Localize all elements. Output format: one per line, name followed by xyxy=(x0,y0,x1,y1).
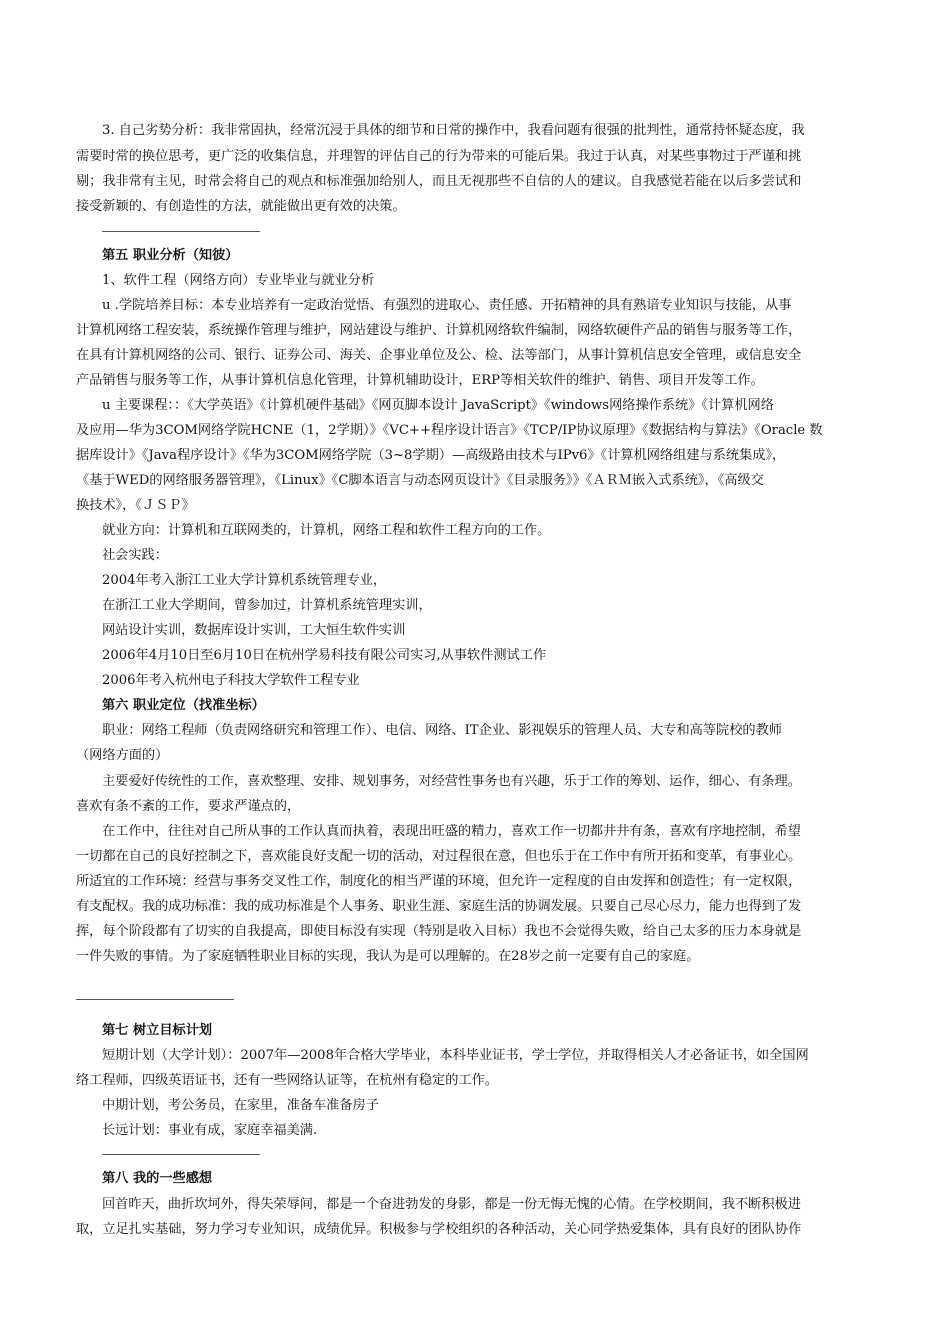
practice-item: 网站设计实训，数据库设计实训，工大恒生软件实训 xyxy=(102,623,406,638)
reflection-line-1: 回首昨天，曲折坎坷外，得失荣辱间，都是一个奋进勃发的身影，都是一份无悔无愧的心情。在学校期间，我不断积极进 xyxy=(102,1197,801,1212)
practice-item: 在浙江工业大学期间，曾参加过，计算机系统管理实训， xyxy=(102,598,432,613)
short-term-plan-line-2: 络工程师，四级英语证书，还有一些网络认证等，在杭州有稳定的工作。 xyxy=(76,1073,498,1088)
weakness-line-3: 剔；我非常有主见，时常会将自己的观点和标准强加给别人，而且无视那些不自信的人的建议。自我感觉若能在以后多尝试和 xyxy=(76,174,802,189)
section-5-heading: 第五 职业分析（知彼） xyxy=(102,248,239,263)
courses-line-3: 据库设计》《Java程序设计》《华为3COM网络学院（3~8学期）—高级路由技术与IPv6》《计算机网络组建与系统集成》， xyxy=(76,448,786,463)
weakness-line-2: 需要时常的换位思考，更广泛的收集信息，并理智的评估自己的行为带来的可能后果。我过于认真，对某些事物过于严谨和挑 xyxy=(76,149,802,164)
mid-term-plan: 中期计划，考公务员，在家里，准备车准备房子 xyxy=(102,1098,379,1113)
long-term-plan: 长远计划：事业有成，家庭幸福美满. xyxy=(102,1123,318,1138)
section-divider xyxy=(102,231,260,232)
work-line-5: 挥，每个阶段都有了切实的自我提高，即使目标没有实现（特别是收入目标）我也不会觉得失败，给自己太多的压力本身就是 xyxy=(76,924,802,939)
training-goal-line-2: 计算机网络工程安装，系统操作管理与维护，网站建设与维护、计算机网络软件编制，网络软硬件产品的销售与服务等工作， xyxy=(76,323,802,338)
section-divider xyxy=(76,999,234,1000)
courses-line-1: u 主要课程：：《大学英语》《计算机硬件基础》《网页脚本设计 JavaScript》《windows网络操作系统》《计算机网络 xyxy=(102,398,774,413)
employment-direction: 就业方向：计算机和互联网类的，计算机，网络工程和软件工程方向的工作。 xyxy=(102,523,551,538)
section-8-heading: 第八 我的一些感想 xyxy=(102,1171,213,1186)
work-line-2: 一切都在自己的良好控制之下，喜欢能良好支配一切的活动，对过程很在意，但也乐于在工作中有所开拓和变革，有事业心。 xyxy=(76,849,802,864)
training-goal-line-4: 产品销售与服务等工作，从事计算机信息化管理，计算机辅助设计，ERP等相关软件的维护、销售、项目开发等工作。 xyxy=(76,373,764,388)
work-line-4: 有支配权。我的成功标准：我的成功标准是个人事务、职业生涯、家庭生活的协调发展。只要自己尽心尽力，能力也得到了发 xyxy=(76,899,802,914)
career-line-2: （网络方面的） xyxy=(76,748,169,763)
section-divider xyxy=(102,1154,260,1155)
work-line-3: 所适宜的工作环境：经营与事务交叉性工作，制度化的相当严谨的环境，但允许一定程度的自由发挥和创造性；有一定权限， xyxy=(76,874,802,889)
practice-item: 2006年考入杭州电子科技大学软件工程专业 xyxy=(102,673,360,688)
section-7-heading: 第七 树立目标计划 xyxy=(102,1023,213,1038)
practice-item: 2004年考入浙江工业大学计算机系统管理专业， xyxy=(102,573,387,588)
weakness-line-1: 3. 自己劣势分析：我非常固执，经常沉浸于具体的细节和日常的操作中，我看问题有很强的批判性，通常持怀疑态度，我 xyxy=(102,123,805,138)
courses-line-2: 及应用—华为3COM网络学院HCNE（1，2学期）》《VC++程序设计语言》《TCP/IP协议原理》《数据结构与算法》《Oracle 数 xyxy=(76,423,823,438)
section-6-heading: 第六 职业定位（找准坐标） xyxy=(102,698,265,713)
hobby-line-1: 主要爱好传统性的工作，喜欢整理、安排、规划事务，对经营性事务也有兴趣，乐于工作的筹划、运作，细心、有条理。 xyxy=(102,774,801,789)
weakness-line-4: 接受新颖的、有创造性的方法，就能做出更有效的决策。 xyxy=(76,199,406,214)
work-line-1: 在工作中，往往对自己所从事的工作认真而执着，表现出旺盛的精力，喜欢工作一切都井井有条，喜欢有序地控制，希望 xyxy=(102,824,801,839)
short-term-plan-line-1: 短期计划（大学计划）：2007年—2008年合格大学毕业，本科毕业证书，学士学位，并取得相关人才必备证书，如全国网 xyxy=(102,1048,809,1063)
training-goal-line-3: 在具有计算机网络的公司、银行、证券公司、海关、企事业单位及公、检、法等部门，从事计算机信息安全管理，或信息安全 xyxy=(76,348,802,363)
reflection-line-2: 取，立足扎实基础，努力学习专业知识，成绩优异。积极参与学校组织的各种活动，关心同学热爱集体，具有良好的团队协作 xyxy=(76,1222,802,1237)
work-line-6: 一件失败的事情。为了家庭牺牲职业目标的实现，我认为是可以理解的。在28岁之前一定要有自己的家庭。 xyxy=(76,949,700,964)
training-goal-line-1: u .学院培养目标：本专业培养有一定政治觉悟、有强烈的进取心、责任感、开拓精神的具有熟谙专业知识与技能，从事 xyxy=(102,298,792,313)
social-practice-label: 社会实践： xyxy=(102,548,168,563)
career-line-1: 职业：网络工程师（负责网络研究和管理工作）、电信、网络、IT企业、影视娱乐的管理人员、大专和高等院校的教师 xyxy=(102,723,782,738)
hobby-line-2: 喜欢有条不紊的工作，要求严谨点的， xyxy=(76,799,301,814)
practice-item: 2006年4月10日至6月10日在杭州学易科技有限公司实习,从事软件测试工作 xyxy=(102,648,547,663)
courses-line-4: 《基于WED的网络服务器管理》，《Linux》《C脚本语言与动态网页设计》《目录服务》》《ＡＲＭ嵌入式系统》，《高级交 xyxy=(76,473,764,488)
section-5-subheading: 1、软件工程（网络方向）专业毕业与就业分析 xyxy=(102,273,375,288)
courses-line-5: 换技术》，《ＪＳＰ》 xyxy=(76,498,195,513)
